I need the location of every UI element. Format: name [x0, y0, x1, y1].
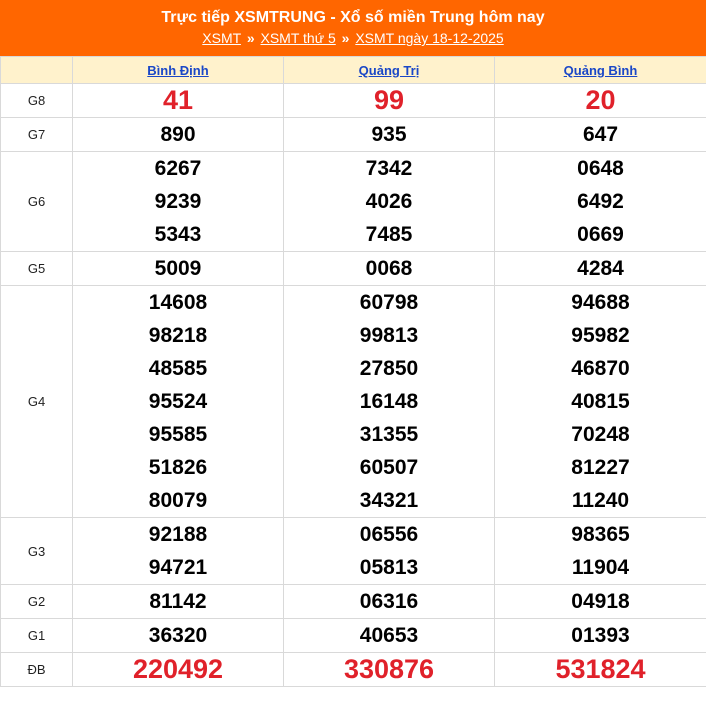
- prize-number: 51826: [148, 456, 208, 479]
- prize-cell: [73, 84, 284, 118]
- prize-number: 80079: [148, 489, 208, 512]
- prize-label: G4: [1, 286, 73, 518]
- prize-cell: [73, 252, 284, 286]
- prize-cell: [284, 152, 495, 252]
- prize-number: 5343: [154, 223, 202, 246]
- page-title: Trực tiếp XSMTRUNG - Xổ số miền Trung hôm nay: [161, 9, 545, 26]
- prize-number: 05813: [359, 556, 419, 579]
- prize-number: 40815: [571, 390, 630, 413]
- prize-cell: [284, 518, 495, 585]
- prize-number: 06316: [359, 590, 419, 613]
- prize-number: 5009: [154, 257, 202, 280]
- prize-cell: [73, 653, 284, 687]
- prize-cell: [495, 84, 706, 118]
- special-prize-number: 531824: [555, 654, 646, 684]
- prize-cell: [495, 286, 706, 518]
- prize-rows: [1, 84, 706, 687]
- prize-cell: [73, 152, 284, 252]
- prize-number: 60798: [359, 291, 419, 314]
- prize-number: 16148: [359, 390, 419, 413]
- prize-row: [1, 252, 706, 286]
- results-header: [0, 0, 706, 56]
- province-header-row: [1, 57, 706, 84]
- prize-row: [1, 118, 706, 152]
- prize-number: 46870: [571, 357, 630, 380]
- prize-number: 4026: [365, 190, 413, 213]
- prize-cell: [495, 152, 706, 252]
- province-header: [73, 57, 284, 84]
- prize-number: 99813: [359, 324, 419, 347]
- province-link-quang-tri[interactable]: Quảng Trị: [358, 62, 420, 78]
- prize-number: 647: [582, 123, 619, 146]
- prize-number: 06556: [359, 523, 419, 546]
- prize-number: 0648: [577, 157, 624, 180]
- prize-number: 20: [585, 85, 616, 115]
- prize-label: ĐB: [1, 653, 73, 687]
- prize-number: 01393: [571, 624, 630, 647]
- prize-number: 6492: [577, 190, 624, 213]
- prize-number: 935: [371, 123, 407, 146]
- prize-label: G1: [1, 619, 73, 653]
- prize-cell: [284, 653, 495, 687]
- prize-number: 7342: [365, 157, 413, 180]
- prize-number: 70248: [571, 423, 630, 446]
- breadcrumb-xsmt-thu5-link[interactable]: XSMT thứ 5: [260, 30, 336, 46]
- prize-row: [1, 653, 706, 687]
- prize-number: 04918: [571, 590, 630, 613]
- prize-number: 48585: [148, 357, 208, 380]
- prize-row: [1, 518, 706, 585]
- prize-number: 9239: [154, 190, 202, 213]
- prize-number: 98365: [571, 523, 630, 546]
- prize-number: 98218: [148, 324, 208, 347]
- prize-number: 60507: [359, 456, 419, 479]
- prize-number: 4284: [577, 257, 624, 280]
- special-prize-number: 330876: [343, 654, 435, 684]
- prize-label: G6: [1, 152, 73, 252]
- prize-cell: [495, 252, 706, 286]
- prize-cell: [495, 585, 706, 619]
- prize-number: 6267: [154, 157, 202, 180]
- prize-number: 40653: [359, 624, 419, 647]
- province-header: [495, 57, 706, 84]
- special-prize-number: 220492: [132, 654, 224, 684]
- province-link-binh-dinh[interactable]: Bình Định: [147, 62, 209, 78]
- prize-cell: [73, 619, 284, 653]
- prize-cell: [495, 653, 706, 687]
- prize-number: 27850: [359, 357, 419, 380]
- prize-cell: [495, 619, 706, 653]
- prize-cell: [284, 585, 495, 619]
- prize-number: 11904: [571, 556, 630, 579]
- prize-number: 95982: [571, 324, 630, 347]
- prize-row: [1, 84, 706, 118]
- prize-number: 99: [373, 85, 405, 115]
- breadcrumb-xsmt-date-link[interactable]: XSMT ngày 18-12-2025: [355, 30, 504, 46]
- prize-label: G8: [1, 84, 73, 118]
- prize-number: 95585: [148, 423, 208, 446]
- prize-number: 0068: [365, 257, 413, 280]
- prize-label: G2: [1, 585, 73, 619]
- prize-number: 95524: [148, 390, 208, 413]
- prize-number: 81227: [571, 456, 630, 479]
- prize-number: 890: [160, 123, 196, 146]
- breadcrumb-separator: »: [341, 30, 350, 46]
- prize-cell: [284, 118, 495, 152]
- prize-cell: [73, 585, 284, 619]
- province-header: [284, 57, 495, 84]
- prize-cell: [284, 252, 495, 286]
- prize-number: 41: [162, 85, 194, 115]
- prize-number: 14608: [148, 291, 208, 314]
- prize-number: 92188: [148, 523, 208, 546]
- prize-number: 94721: [148, 556, 208, 579]
- province-link-quang-binh[interactable]: Quảng Bình: [563, 62, 638, 78]
- breadcrumb: [0, 29, 706, 47]
- breadcrumb-separator: »: [246, 30, 255, 46]
- prize-label: G3: [1, 518, 73, 585]
- prize-row: [1, 152, 706, 252]
- breadcrumb-xsmt-link[interactable]: XSMT: [202, 30, 241, 46]
- prize-row: [1, 286, 706, 518]
- prize-number: 31355: [359, 423, 419, 446]
- prize-cell: [284, 619, 495, 653]
- prize-number: 81142: [149, 590, 207, 613]
- prize-number: 7485: [365, 223, 413, 246]
- prize-cell: [73, 118, 284, 152]
- prize-row: [1, 619, 706, 653]
- prize-number: 0669: [577, 223, 624, 246]
- prize-label: G5: [1, 252, 73, 286]
- prize-cell: [284, 286, 495, 518]
- corner-cell: [1, 57, 73, 84]
- prize-row: [1, 585, 706, 619]
- prize-number: 94688: [571, 291, 630, 314]
- prize-number: 11240: [571, 489, 630, 512]
- prize-cell: [73, 286, 284, 518]
- prize-number: 34321: [359, 489, 419, 512]
- prize-cell: [495, 518, 706, 585]
- prize-label: G7: [1, 118, 73, 152]
- prize-cell: [495, 118, 706, 152]
- prize-number: 36320: [148, 624, 208, 647]
- prize-cell: [284, 84, 495, 118]
- prize-cell: [73, 518, 284, 585]
- results-table: [0, 56, 706, 687]
